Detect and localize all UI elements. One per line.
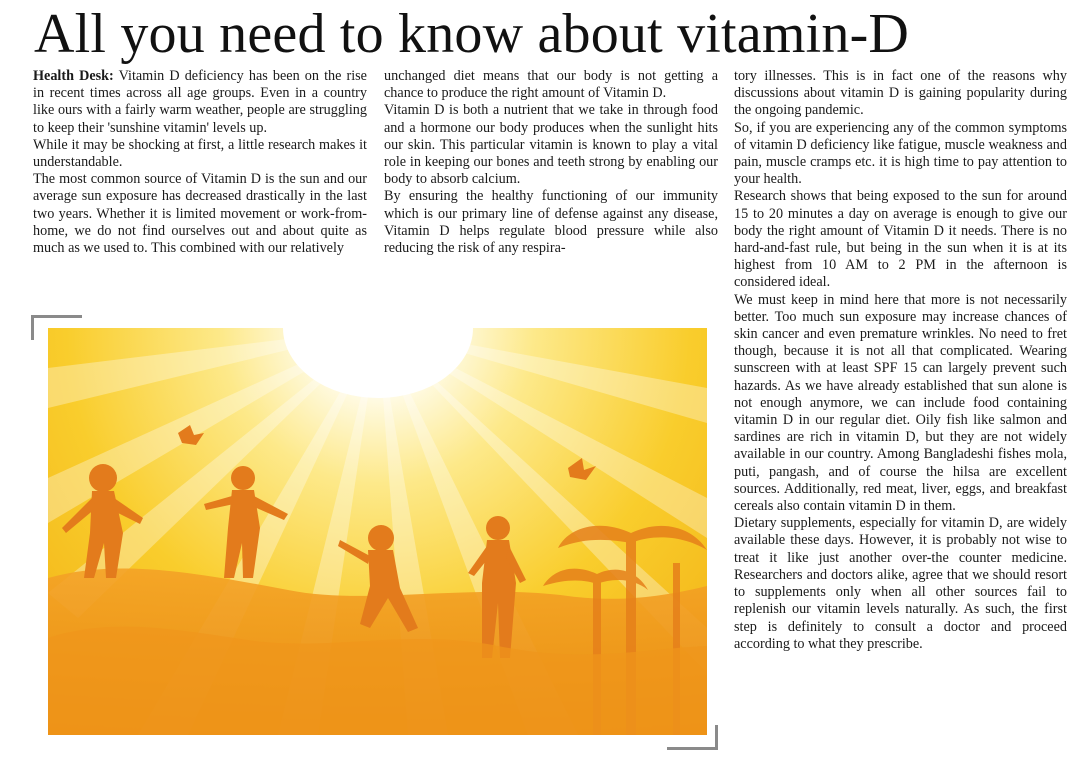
- paragraph-text: Vitamin D deficiency has been on the rise in recent times across all age groups. Even in a country like ours with a fairly warm weather, people are struggling to keep their 'sunshine vitamin' levels up.: [33, 68, 367, 136]
- paragraph: So, if you are experiencing any of the common symptoms of vitamin D deficiency like fatigue, muscle weakness and pain, muscle cramps etc. it is high time to pay attention to your health.: [734, 119, 1067, 188]
- photo-frame: [31, 315, 718, 750]
- sunlight-children-photo: [48, 328, 707, 735]
- paragraph: While it may be shocking at first, a little research makes it understandable.: [33, 136, 367, 171]
- paragraph: Vitamin D is both a nutrient that we take in through food and a hormone our body produces when the sunlight hits our skin. This particular vitamin is known to play a vital role in keeping our bones and teeth strong by enabling our body to absorb calcium.: [384, 102, 718, 188]
- paragraph: tory illnesses. This is in fact one of the reasons why discussions about vitamin D is gaining popularity during the ongoing pandemic.: [734, 68, 1067, 119]
- article-column-3: [734, 68, 1067, 653]
- paragraph: We must keep in mind here that more is not necessarily better. Too much sun exposure may increase chances of skin cancer and even premature wrinkles. No need to fret though, because it is not all that complicated. Wearing sunscreen with at least SPF 15 can largely prevent such hazards. As we have already established that sun alone is not enough anymore, we can include food containing vitamin D in our regular diet. Oily fish like salmon and sardines are rich in vitamin D, but they are not widely available in our country. Among Bangladeshi fishes mola, puti, pangash, and of course the hilsa are excellent sources. Additionally, red meat, liver, eggs, and breakfast cereals also contain vitamin D in them.: [734, 291, 1067, 515]
- paragraph: [33, 68, 367, 137]
- paragraph: Dietary supplements, especially for vitamin D, are widely available these days. However, it is probably not wise to treat it like just another over-the counter medicine. Researchers and doctors alike, agree that we should resort to supplements only when all other sources fail to replenish our vitamin levels naturally. As such, the first step is definitely to consult a doctor and proceed according to what they prescribe.: [734, 515, 1067, 652]
- article-column-1: [33, 68, 367, 257]
- paragraph: Research shows that being exposed to the sun for around 15 to 20 minutes a day on average is enough to give our body the right amount of Vitamin D it needs. There is no hard-and-fast rule, but being in the sun when it is at its highest from 10 AM to 2 PM in the afternoon is considered ideal.: [734, 188, 1067, 291]
- paragraph: The most common source of Vitamin D is the sun and our average sun exposure has decreased drastically in the last two years. Whether it is limited movement or work-from-home, we do not find ourselves out and about quite as much as we used to. This combined with our relatively: [33, 171, 367, 257]
- paragraph: unchanged diet means that our body is not getting a chance to produce the right amount of Vitamin D.: [384, 68, 718, 102]
- byline: Health Desk:: [33, 68, 114, 84]
- paragraph: By ensuring the healthy functioning of our immunity which is our primary line of defense against any disease, Vitamin D helps regulate blood pressure while also reducing the risk of any respira-: [384, 188, 718, 257]
- article-column-2: [384, 68, 718, 257]
- headline: All you need to know about vitamin-D: [34, 3, 910, 65]
